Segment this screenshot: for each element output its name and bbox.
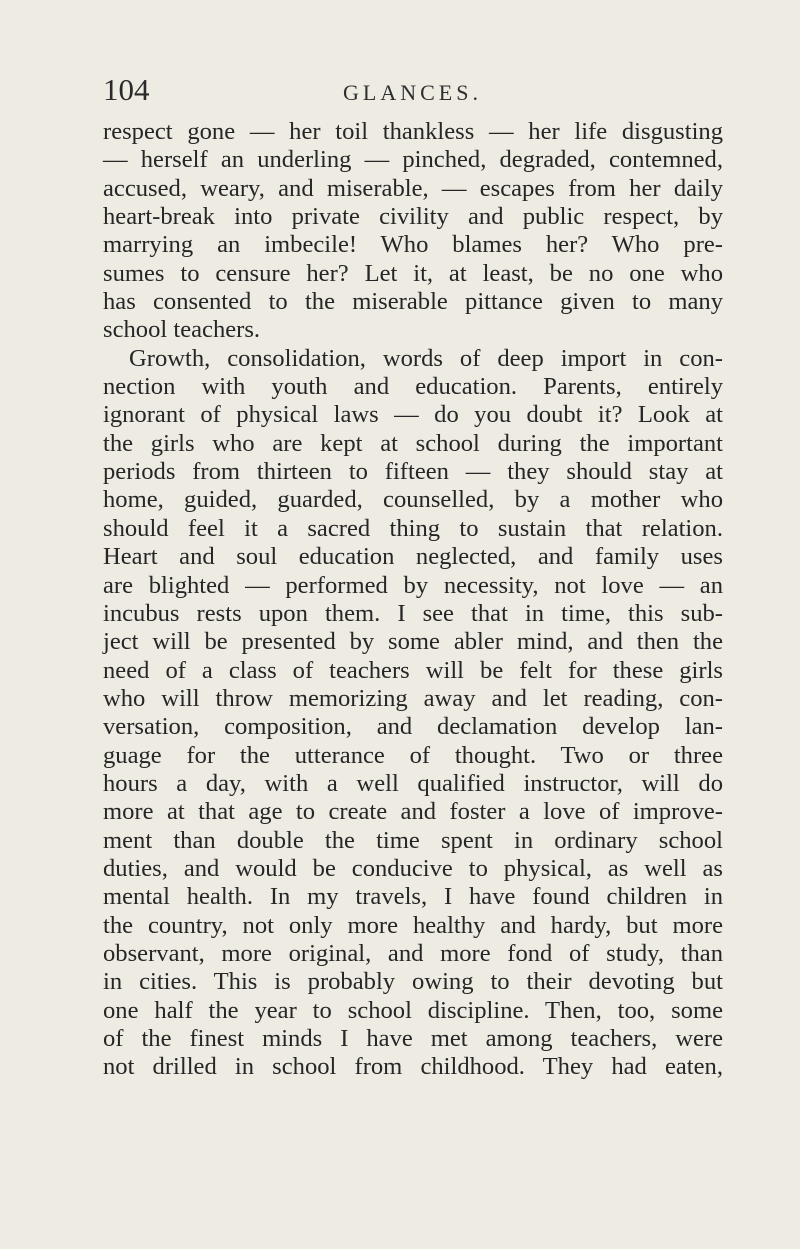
text-line: the girls who are kept at school during the important [103, 429, 723, 457]
text-line: Heart and soul education neglected, and family uses [103, 543, 723, 571]
text-line: should feel it a sacred thing to sustain that relation. [103, 514, 723, 542]
text-line: incubus rests upon them. I see that in time, this sub- [103, 599, 723, 627]
text-line: ment than double the time spent in ordinary school [103, 826, 723, 854]
page-header [103, 72, 703, 112]
body-text [103, 118, 723, 1082]
text-line: school teachers. [103, 316, 261, 344]
text-line: ject will be presented by some abler mind, and then the [103, 628, 723, 656]
text-line: home, guided, guarded, counselled, by a mother who [103, 486, 723, 514]
text-line: marrying an imbecile! Who blames her? Who pre- [103, 231, 723, 259]
text-line: of the finest minds I have met among teachers, were [103, 1025, 723, 1052]
text-line: not drilled in school from childhood. They had eaten, [103, 1053, 723, 1081]
text-line: who will throw memorizing away and let reading, con- [103, 684, 723, 712]
text-line: mental health. In my travels, I have found children in [103, 883, 723, 911]
text-line: sumes to censure her? Let it, at least, be no one who [103, 259, 723, 287]
text-line: ignorant of physical laws — do you doubt it? Look at [103, 401, 723, 429]
text-line: has consented to the miserable pittance given to many [103, 288, 723, 316]
text-line: accused, weary, and miserable, — escapes from her daily [103, 174, 723, 202]
text-line: periods from thirteen to fifteen — they should stay at [103, 458, 723, 486]
text-line: — herself an underling — pinched, degraded, contemned, [103, 146, 723, 174]
running-head: GLANCES. [343, 80, 482, 105]
text-line: one half the year to school discipline. Then, too, some [103, 996, 723, 1024]
text-line: respect gone — her toil thankless — her life disgusting [103, 118, 723, 145]
text-line: observant, more original, and more fond of study, than [103, 939, 723, 967]
text-line: hours a day, with a well qualified instructor, will do [103, 769, 723, 797]
text-line: need of a class of teachers will be felt for these girls [103, 656, 723, 684]
text-line: the country, not only more healthy and hardy, but more [103, 911, 723, 939]
text-line: duties, and would be conducive to physical, as well as [103, 854, 723, 882]
page-number: 104 [103, 72, 150, 107]
text-line: more at that age to create and foster a love of improve- [103, 798, 723, 826]
text-line: heart-break into private civility and public respect, by [103, 203, 723, 231]
text-line: are blighted — performed by necessity, not love — an [103, 571, 723, 599]
text-line: Growth, consolidation, words of deep import in con- [129, 344, 723, 372]
text-line: nection with youth and education. Parents, entirely [103, 373, 723, 401]
text-line: versation, composition, and declamation develop lan- [103, 713, 723, 741]
text-line: guage for the utterance of thought. Two or three [103, 741, 723, 769]
text-line: in cities. This is probably owing to their devoting but [103, 968, 723, 996]
